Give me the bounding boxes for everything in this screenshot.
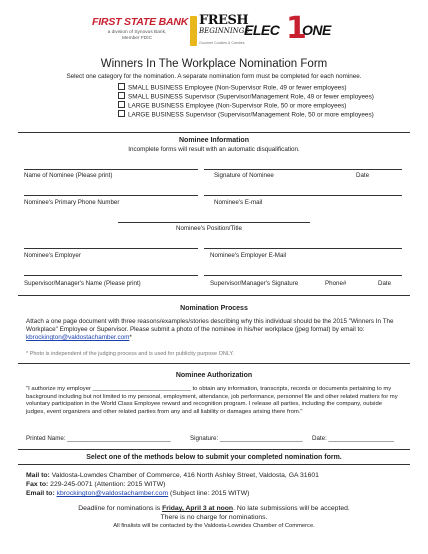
one-word: ONE bbox=[302, 22, 331, 38]
category-option-1[interactable]: SMALL BUSINESS Employee (Non-Supervisor Role, 49 or fewer employees) bbox=[118, 83, 347, 92]
process-email-link[interactable]: kbrockington@valdostachamber.com bbox=[26, 334, 130, 342]
divider bbox=[18, 363, 410, 364]
category-option-3[interactable]: LARGE BUSINESS Employee (Non-Supervisor Role, 50 or more employees) bbox=[118, 101, 346, 110]
fax-line: Fax to: 229-245-0071 (Attention: 2015 WITW) bbox=[26, 481, 166, 488]
fresh-logo-mark-icon bbox=[190, 16, 197, 46]
fresh-beginnings-logo bbox=[190, 13, 250, 50]
category-option-4[interactable]: LARGE BUSINESS Supervisor (Supervisor/Management Role, 50 or more employees) bbox=[118, 110, 374, 119]
supervisor-signature-label: Supervisor/Manager's Signature bbox=[210, 280, 299, 287]
nominee-phone-label: Nominee's Primary Phone Number bbox=[24, 199, 120, 206]
bank-name: FIRST STATE BANK bbox=[92, 16, 189, 28]
mail-line: Mail to: Valdosta-Lowndes Chamber of Commerce, 416 North Ashley Street, Valdosta, GA 31601 bbox=[26, 472, 319, 479]
authorization-date-field[interactable]: Date: ___________________ bbox=[312, 435, 394, 442]
printed-name-field[interactable]: Printed Name: ______________________________ bbox=[26, 435, 171, 442]
photo-footnote: * Photo is independent of the judging process and is used for publicity purpose ONLY. bbox=[26, 351, 235, 357]
nominee-employer-label: Nominee's Employer bbox=[24, 252, 81, 259]
finalists-line: All finalists will be contacted by the Valdosta-Lowndes Chamber of Commerce. bbox=[113, 523, 315, 529]
fresh-title: FRESH bbox=[199, 13, 249, 28]
nominee-date-label: Date bbox=[356, 172, 370, 179]
category-option-2[interactable]: SMALL BUSINESS Supervisor (Supervisor/Management Role, 49 or fewer employees) bbox=[118, 92, 374, 101]
nominee-signature-field[interactable] bbox=[204, 169, 402, 170]
nominee-employer-field[interactable] bbox=[24, 248, 198, 249]
supervisor-signature-field[interactable] bbox=[204, 275, 402, 276]
form-subtitle: Select one category for the nomination. A separate nomination form must be completed for each nominee. bbox=[66, 73, 362, 80]
employer-email-label: Nominee's Employer E-Mail bbox=[210, 252, 287, 259]
nominee-position-field[interactable] bbox=[118, 222, 310, 223]
no-charge-line: There is no charge for nominations. bbox=[160, 514, 268, 521]
checkbox-icon[interactable] bbox=[118, 110, 125, 117]
employer-email-field[interactable] bbox=[204, 248, 402, 249]
authorization-text: "I authorize my employer ______________________________ to obtain any information, transcripts, records or documents pertaining to my background including but not limited to my personal, employment, attendance, job performance, personnel file and other related matters for my voluntary participation in the World Class Employee reward and recognition program. I release all parties, including the company, outside judges, event organizers and other related parties from any and all liability or damages arising there from." bbox=[26, 386, 398, 415]
process-heading: Nomination Process bbox=[180, 305, 248, 312]
first-state-bank-logo bbox=[92, 16, 189, 42]
authorization-signature-field[interactable]: Signature: ________________________ bbox=[190, 435, 303, 442]
nominee-signature-label: Signature of Nominee bbox=[214, 172, 274, 179]
nominee-name-label: Name of Nominee (Please print) bbox=[24, 172, 113, 179]
fresh-sub: BEGINNINGS bbox=[199, 27, 250, 35]
nominee-email-field[interactable] bbox=[204, 195, 402, 196]
deadline-date: Friday, April 3 at noon bbox=[162, 505, 234, 512]
elec-one-numeral: 1 bbox=[286, 11, 307, 46]
authorization-heading: Nominee Authorization bbox=[175, 372, 253, 379]
divider bbox=[18, 132, 410, 133]
divider bbox=[18, 464, 410, 465]
elec-word: ELEC bbox=[244, 22, 280, 38]
nominee-heading: Nominee Information bbox=[178, 137, 249, 144]
supervisor-phone-label: Phone# bbox=[325, 280, 347, 287]
divider bbox=[18, 295, 410, 296]
checkbox-icon[interactable] bbox=[118, 101, 125, 108]
nominee-note: Incomplete forms will result with an automatic disqualification. bbox=[128, 146, 300, 153]
checkbox-icon[interactable] bbox=[118, 83, 125, 90]
nominee-position-label: Nominee's Position/Title bbox=[176, 225, 242, 232]
nominee-name-field[interactable] bbox=[24, 169, 198, 170]
bank-sub-2: Member FDIC bbox=[121, 36, 153, 41]
submit-heading: Select one of the methods below to submit your completed nomination form. bbox=[86, 454, 342, 461]
deadline-line: Deadline for nominations is Friday, April 3 at noon. No late submissions will be accepted. bbox=[78, 505, 350, 512]
form-title: Winners In The Workplace Nomination Form bbox=[100, 58, 328, 70]
submit-email-link[interactable]: kbrockington@valdostachamber.com bbox=[56, 490, 169, 497]
divider bbox=[18, 449, 410, 450]
supervisor-name-field[interactable] bbox=[24, 275, 198, 276]
fresh-tag: Gourmet Cookies & Candies bbox=[199, 41, 245, 45]
nominee-email-label: Nominee's E-mail bbox=[214, 199, 263, 206]
nominee-phone-field[interactable] bbox=[24, 195, 198, 196]
supervisor-name-label: Supervisor/Manager's Name (Please print) bbox=[24, 280, 141, 287]
email-line: Email to: kbrockington@valdostachamber.com (Subject line: 2015 WITW) bbox=[26, 490, 250, 497]
supervisor-date-label: Date bbox=[378, 280, 392, 287]
elec-one-logo bbox=[244, 11, 336, 46]
checkbox-icon[interactable] bbox=[118, 92, 125, 99]
bank-sub-1: a division of Synovus Bank, bbox=[107, 30, 167, 35]
process-text: Attach a one page document with three reasons/examples/stories describing why this individual should be the 2015 "Winners In The Workplace" Employee or Supervisor. Please submit a photo of the nominee in his/her workplace (jpeg format) by email to: kbrockington@valdostachamber.com* bbox=[26, 318, 394, 342]
